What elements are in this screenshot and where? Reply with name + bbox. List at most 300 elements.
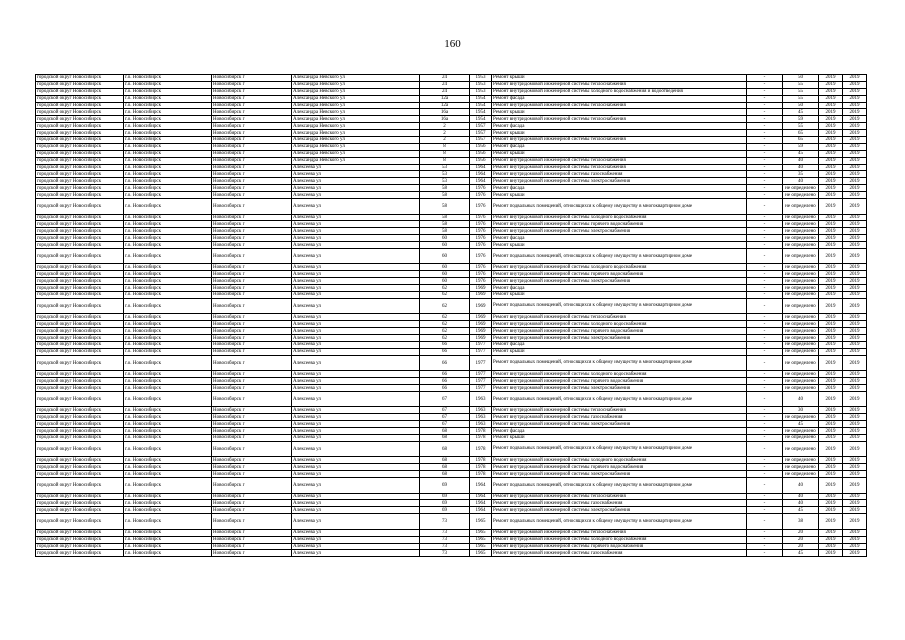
year-built-cell: 1963 bbox=[470, 421, 492, 428]
dash-cell: - bbox=[747, 428, 783, 435]
dash-cell: - bbox=[747, 150, 783, 157]
table-row bbox=[36, 235, 867, 242]
value-cell: не определено bbox=[783, 435, 819, 442]
year-end-cell: 2019 bbox=[843, 342, 867, 349]
city-cell: Новосибирск г bbox=[212, 157, 292, 164]
street-cell: Алексеева ул bbox=[292, 214, 420, 221]
municipality-cell: городской округ Новосибирск bbox=[36, 192, 124, 199]
work-type-cell: Ремонт внутридомовой инженерной системы электроснабжения bbox=[492, 228, 747, 235]
value-cell: не определено bbox=[783, 441, 819, 457]
work-type-cell: Ремонт внутридомовой инженерной системы теплоснабжения bbox=[492, 314, 747, 321]
municipality-cell: городской округ Новосибирск bbox=[36, 130, 124, 137]
city-cell: Новосибирск г bbox=[212, 421, 292, 428]
year-end-cell: 2019 bbox=[843, 214, 867, 221]
table-row bbox=[36, 407, 867, 414]
value-cell: не определено bbox=[783, 298, 819, 314]
value-cell: 40 bbox=[783, 164, 819, 171]
year-built-cell: 1976 bbox=[470, 214, 492, 221]
year-end-cell: 2019 bbox=[843, 171, 867, 178]
year-start-cell: 2019 bbox=[819, 428, 843, 435]
district-cell: г.о. Новосибирск bbox=[124, 421, 212, 428]
year-start-cell: 2019 bbox=[819, 328, 843, 335]
year-start-cell: 2019 bbox=[819, 150, 843, 157]
year-end-cell: 2019 bbox=[843, 221, 867, 228]
city-cell: Новосибирск г bbox=[212, 221, 292, 228]
dash-cell: - bbox=[747, 164, 783, 171]
district-cell: г.о. Новосибирск bbox=[124, 199, 212, 215]
work-type-cell: Ремонт подвальных помещений, относящихся к общему имуществу в многоквартирном доме bbox=[492, 391, 747, 407]
district-cell: г.о. Новосибирск bbox=[124, 471, 212, 478]
capital-repair-table bbox=[35, 74, 867, 557]
work-type-cell: Ремонт крыши bbox=[492, 292, 747, 299]
dash-cell: - bbox=[747, 199, 783, 215]
table-row bbox=[36, 514, 867, 530]
city-cell: Новосибирск г bbox=[212, 242, 292, 249]
year-end-cell: 2019 bbox=[843, 543, 867, 550]
street-cell: Александра Невского ул bbox=[292, 123, 420, 130]
dash-cell: - bbox=[747, 221, 783, 228]
district-cell: г.о. Новосибирск bbox=[124, 278, 212, 285]
year-end-cell: 2019 bbox=[843, 192, 867, 199]
district-cell: г.о. Новосибирск bbox=[124, 348, 212, 355]
municipality-cell: городской округ Новосибирск bbox=[36, 228, 124, 235]
house-number-cell: 66 bbox=[420, 371, 470, 378]
municipality-cell: городской округ Новосибирск bbox=[36, 414, 124, 421]
table-row bbox=[36, 471, 867, 478]
district-cell: г.о. Новосибирск bbox=[124, 164, 212, 171]
municipality-cell: городской округ Новосибирск bbox=[36, 478, 124, 494]
year-end-cell: 2019 bbox=[843, 355, 867, 371]
table-row bbox=[36, 550, 867, 557]
street-cell: Алексеева ул bbox=[292, 248, 420, 264]
year-built-cell: 1978 bbox=[470, 435, 492, 442]
year-start-cell: 2019 bbox=[819, 228, 843, 235]
street-cell: Алексеева ул bbox=[292, 298, 420, 314]
value-cell: 45 bbox=[783, 507, 819, 514]
year-built-cell: 1977 bbox=[470, 355, 492, 371]
table-row bbox=[36, 507, 867, 514]
city-cell: Новосибирск г bbox=[212, 143, 292, 150]
year-built-cell: 1976 bbox=[470, 235, 492, 242]
year-built-cell: 1969 bbox=[470, 292, 492, 299]
table-row bbox=[36, 421, 867, 428]
year-built-cell: 1954 bbox=[470, 116, 492, 123]
value-cell: 59 bbox=[783, 116, 819, 123]
table-row bbox=[36, 342, 867, 349]
city-cell: Новосибирск г bbox=[212, 507, 292, 514]
district-cell: г.о. Новосибирск bbox=[124, 414, 212, 421]
year-end-cell: 2019 bbox=[843, 385, 867, 392]
year-end-cell: 2019 bbox=[843, 137, 867, 144]
year-built-cell: 1978 bbox=[470, 464, 492, 471]
district-cell: г.о. Новосибирск bbox=[124, 123, 212, 130]
dash-cell: - bbox=[747, 292, 783, 299]
work-type-cell: Ремонт внутридомовой инженерной системы холодного водоснабжения bbox=[492, 536, 747, 543]
city-cell: Новосибирск г bbox=[212, 199, 292, 215]
year-end-cell: 2019 bbox=[843, 536, 867, 543]
year-end-cell: 2019 bbox=[843, 457, 867, 464]
table-row bbox=[36, 221, 867, 228]
house-number-cell: 53 bbox=[420, 171, 470, 178]
city-cell: Новосибирск г bbox=[212, 228, 292, 235]
year-start-cell: 2019 bbox=[819, 321, 843, 328]
municipality-cell: городской округ Новосибирск bbox=[36, 278, 124, 285]
value-cell: 40 bbox=[783, 391, 819, 407]
dash-cell: - bbox=[747, 471, 783, 478]
year-start-cell: 2019 bbox=[819, 235, 843, 242]
dash-cell: - bbox=[747, 493, 783, 500]
work-type-cell: Ремонт внутридомовой инженерной системы холодного водоснабжения bbox=[492, 214, 747, 221]
house-number-cell: 60 bbox=[420, 271, 470, 278]
year-end-cell: 2019 bbox=[843, 500, 867, 507]
table-row bbox=[36, 242, 867, 249]
dash-cell: - bbox=[747, 550, 783, 557]
value-cell: не определено bbox=[783, 192, 819, 199]
house-number-cell: 69 bbox=[420, 500, 470, 507]
municipality-cell: городской округ Новосибирск bbox=[36, 102, 124, 109]
house-number-cell: 60 bbox=[420, 278, 470, 285]
district-cell: г.о. Новосибирск bbox=[124, 221, 212, 228]
dash-cell: - bbox=[747, 478, 783, 494]
municipality-cell: городской округ Новосибирск bbox=[36, 137, 124, 144]
year-built-cell: 1976 bbox=[470, 192, 492, 199]
municipality-cell: городской округ Новосибирск bbox=[36, 123, 124, 130]
municipality-cell: городской округ Новосибирск bbox=[36, 95, 124, 102]
district-cell: г.о. Новосибирск bbox=[124, 285, 212, 292]
municipality-cell: городской округ Новосибирск bbox=[36, 536, 124, 543]
year-start-cell: 2019 bbox=[819, 414, 843, 421]
year-end-cell: 2019 bbox=[843, 428, 867, 435]
municipality-cell: городской округ Новосибирск bbox=[36, 464, 124, 471]
dash-cell: - bbox=[747, 235, 783, 242]
street-cell: Александра Невского ул bbox=[292, 143, 420, 150]
city-cell: Новосибирск г bbox=[212, 514, 292, 530]
value-cell: 20 bbox=[783, 529, 819, 536]
value-cell: 45 bbox=[783, 421, 819, 428]
house-number-cell: 67 bbox=[420, 421, 470, 428]
district-cell: г.о. Новосибирск bbox=[124, 441, 212, 457]
house-number-cell: 67 bbox=[420, 391, 470, 407]
value-cell: не определено bbox=[783, 214, 819, 221]
work-type-cell: Ремонт внутридомовой инженерной системы теплоснабжения bbox=[492, 407, 747, 414]
year-start-cell: 2019 bbox=[819, 248, 843, 264]
work-type-cell: Ремонт внутридомовой инженерной системы электроснабжения bbox=[492, 421, 747, 428]
district-cell: г.о. Новосибирск bbox=[124, 428, 212, 435]
table-row bbox=[36, 385, 867, 392]
house-number-cell: 62 bbox=[420, 292, 470, 299]
district-cell: г.о. Новосибирск bbox=[124, 143, 212, 150]
house-number-cell: 58 bbox=[420, 192, 470, 199]
value-cell: не определено bbox=[783, 335, 819, 342]
dash-cell: - bbox=[747, 178, 783, 185]
dash-cell: - bbox=[747, 88, 783, 95]
year-start-cell: 2019 bbox=[819, 342, 843, 349]
year-end-cell: 2019 bbox=[843, 150, 867, 157]
work-type-cell: Ремонт фасада bbox=[492, 235, 747, 242]
municipality-cell: городской округ Новосибирск bbox=[36, 335, 124, 342]
street-cell: Алексеева ул bbox=[292, 385, 420, 392]
district-cell: г.о. Новосибирск bbox=[124, 298, 212, 314]
district-cell: г.о. Новосибирск bbox=[124, 378, 212, 385]
year-built-cell: 1953 bbox=[470, 81, 492, 88]
dash-cell: - bbox=[747, 348, 783, 355]
year-built-cell: 1964 bbox=[470, 178, 492, 185]
city-cell: Новосибирск г bbox=[212, 355, 292, 371]
dash-cell: - bbox=[747, 355, 783, 371]
year-end-cell: 2019 bbox=[843, 514, 867, 530]
year-start-cell: 2019 bbox=[819, 335, 843, 342]
year-built-cell: 1977 bbox=[470, 378, 492, 385]
year-end-cell: 2019 bbox=[843, 471, 867, 478]
work-type-cell: Ремонт крыши bbox=[492, 75, 747, 82]
year-end-cell: 2019 bbox=[843, 314, 867, 321]
street-cell: Алексеева ул bbox=[292, 464, 420, 471]
municipality-cell: городской округ Новосибирск bbox=[36, 507, 124, 514]
dash-cell: - bbox=[747, 414, 783, 421]
municipality-cell: городской округ Новосибирск bbox=[36, 428, 124, 435]
value-cell: не определено bbox=[783, 221, 819, 228]
year-built-cell: 1976 bbox=[470, 278, 492, 285]
district-cell: г.о. Новосибирск bbox=[124, 228, 212, 235]
municipality-cell: городской округ Новосибирск bbox=[36, 435, 124, 442]
street-cell: Алексеева ул bbox=[292, 507, 420, 514]
district-cell: г.о. Новосибирск bbox=[124, 137, 212, 144]
year-built-cell: 1965 bbox=[470, 543, 492, 550]
value-cell: не определено bbox=[783, 355, 819, 371]
year-start-cell: 2019 bbox=[819, 75, 843, 82]
municipality-cell: городской округ Новосибирск bbox=[36, 391, 124, 407]
house-number-cell: 62 bbox=[420, 314, 470, 321]
year-start-cell: 2019 bbox=[819, 199, 843, 215]
year-end-cell: 2019 bbox=[843, 493, 867, 500]
work-type-cell: Ремонт внутридомовой инженерной системы газоснабжения bbox=[492, 171, 747, 178]
dash-cell: - bbox=[747, 264, 783, 271]
city-cell: Новосибирск г bbox=[212, 321, 292, 328]
street-cell: Алексеева ул bbox=[292, 221, 420, 228]
table-row bbox=[36, 192, 867, 199]
year-start-cell: 2019 bbox=[819, 457, 843, 464]
dash-cell: - bbox=[747, 435, 783, 442]
table-row bbox=[36, 391, 867, 407]
house-number-cell: 62 bbox=[420, 285, 470, 292]
municipality-cell: городской округ Новосибирск bbox=[36, 321, 124, 328]
work-type-cell: Ремонт внутридомовой инженерной системы холодного водоснабжения и водоотведения bbox=[492, 88, 747, 95]
dash-cell: - bbox=[747, 75, 783, 82]
value-cell: 50 bbox=[783, 102, 819, 109]
municipality-cell: городской округ Новосибирск bbox=[36, 264, 124, 271]
work-type-cell: Ремонт внутридомовой инженерной системы горячего водоснабжения bbox=[492, 221, 747, 228]
city-cell: Новосибирск г bbox=[212, 298, 292, 314]
municipality-cell: городской округ Новосибирск bbox=[36, 342, 124, 349]
district-cell: г.о. Новосибирск bbox=[124, 242, 212, 249]
table-row bbox=[36, 95, 867, 102]
year-built-cell: 1956 bbox=[470, 143, 492, 150]
street-cell: Алексеева ул bbox=[292, 414, 420, 421]
street-cell: Алексеева ул bbox=[292, 199, 420, 215]
work-type-cell: Ремонт внутридомовой инженерной системы электроснабжения bbox=[492, 507, 747, 514]
table-row bbox=[36, 178, 867, 185]
year-start-cell: 2019 bbox=[819, 192, 843, 199]
district-cell: г.о. Новосибирск bbox=[124, 335, 212, 342]
dash-cell: - bbox=[747, 95, 783, 102]
table-row bbox=[36, 199, 867, 215]
municipality-cell: городской округ Новосибирск bbox=[36, 493, 124, 500]
work-type-cell: Ремонт внутридомовой инженерной системы холодного водоснабжения bbox=[492, 371, 747, 378]
year-end-cell: 2019 bbox=[843, 81, 867, 88]
city-cell: Новосибирск г bbox=[212, 164, 292, 171]
year-start-cell: 2019 bbox=[819, 514, 843, 530]
district-cell: г.о. Новосибирск bbox=[124, 109, 212, 116]
district-cell: г.о. Новосибирск bbox=[124, 514, 212, 530]
dash-cell: - bbox=[747, 143, 783, 150]
value-cell: не определено bbox=[783, 471, 819, 478]
table-row bbox=[36, 123, 867, 130]
year-end-cell: 2019 bbox=[843, 478, 867, 494]
year-built-cell: 1956 bbox=[470, 150, 492, 157]
street-cell: Алексеева ул bbox=[292, 171, 420, 178]
work-type-cell: Ремонт внутридомовой инженерной системы теплоснабжения bbox=[492, 493, 747, 500]
work-type-cell: Ремонт внутридомовой инженерной системы горячего водоснабжения bbox=[492, 543, 747, 550]
house-number-cell: 2 bbox=[420, 123, 470, 130]
year-end-cell: 2019 bbox=[843, 421, 867, 428]
work-type-cell: Ремонт внутридомовой инженерной системы холодного водоснабжения bbox=[492, 321, 747, 328]
value-cell: 40 bbox=[783, 178, 819, 185]
year-end-cell: 2019 bbox=[843, 464, 867, 471]
work-type-cell: Ремонт подвальных помещений, относящихся к общему имуществу в многоквартирном доме bbox=[492, 478, 747, 494]
year-start-cell: 2019 bbox=[819, 178, 843, 185]
city-cell: Новосибирск г bbox=[212, 75, 292, 82]
municipality-cell: городской округ Новосибирск bbox=[36, 550, 124, 557]
street-cell: Алексеева ул bbox=[292, 342, 420, 349]
municipality-cell: городской округ Новосибирск bbox=[36, 471, 124, 478]
value-cell: не определено bbox=[783, 371, 819, 378]
dash-cell: - bbox=[747, 116, 783, 123]
city-cell: Новосибирск г bbox=[212, 109, 292, 116]
city-cell: Новосибирск г bbox=[212, 278, 292, 285]
table-row bbox=[36, 137, 867, 144]
city-cell: Новосибирск г bbox=[212, 88, 292, 95]
year-end-cell: 2019 bbox=[843, 285, 867, 292]
year-start-cell: 2019 bbox=[819, 95, 843, 102]
year-start-cell: 2019 bbox=[819, 314, 843, 321]
city-cell: Новосибирск г bbox=[212, 529, 292, 536]
value-cell: не определено bbox=[783, 185, 819, 192]
table-row bbox=[36, 264, 867, 271]
value-cell: 35 bbox=[783, 171, 819, 178]
year-end-cell: 2019 bbox=[843, 529, 867, 536]
house-number-cell: 2 bbox=[420, 130, 470, 137]
value-cell: 20 bbox=[783, 543, 819, 550]
year-start-cell: 2019 bbox=[819, 130, 843, 137]
district-cell: г.о. Новосибирск bbox=[124, 342, 212, 349]
year-built-cell: 1969 bbox=[470, 328, 492, 335]
dash-cell: - bbox=[747, 507, 783, 514]
house-number-cell: 67 bbox=[420, 414, 470, 421]
value-cell: 55 bbox=[783, 123, 819, 130]
district-cell: г.о. Новосибирск bbox=[124, 435, 212, 442]
year-built-cell: 1964 bbox=[470, 507, 492, 514]
value-cell: не определено bbox=[783, 385, 819, 392]
city-cell: Новосибирск г bbox=[212, 314, 292, 321]
city-cell: Новосибирск г bbox=[212, 435, 292, 442]
work-type-cell: Ремонт внутридомовой инженерной системы электроснабжения bbox=[492, 471, 747, 478]
year-built-cell: 1977 bbox=[470, 385, 492, 392]
work-type-cell: Ремонт внутридомовой инженерной системы холодного водоснабжения bbox=[492, 264, 747, 271]
city-cell: Новосибирск г bbox=[212, 292, 292, 299]
work-type-cell: Ремонт подвальных помещений, относящихся к общему имуществу в многоквартирном доме bbox=[492, 199, 747, 215]
city-cell: Новосибирск г bbox=[212, 407, 292, 414]
district-cell: г.о. Новосибирск bbox=[124, 292, 212, 299]
city-cell: Новосибирск г bbox=[212, 116, 292, 123]
municipality-cell: городской округ Новосибирск bbox=[36, 88, 124, 95]
year-start-cell: 2019 bbox=[819, 102, 843, 109]
house-number-cell: 66 bbox=[420, 385, 470, 392]
dash-cell: - bbox=[747, 123, 783, 130]
city-cell: Новосибирск г bbox=[212, 178, 292, 185]
year-start-cell: 2019 bbox=[819, 464, 843, 471]
street-cell: Алексеева ул bbox=[292, 178, 420, 185]
city-cell: Новосибирск г bbox=[212, 123, 292, 130]
street-cell: Алексеева ул bbox=[292, 441, 420, 457]
street-cell: Александра Невского ул bbox=[292, 88, 420, 95]
street-cell: Алексеева ул bbox=[292, 428, 420, 435]
work-type-cell: Ремонт внутридомовой инженерной системы горячего водоснабжения bbox=[492, 271, 747, 278]
dash-cell: - bbox=[747, 514, 783, 530]
year-end-cell: 2019 bbox=[843, 391, 867, 407]
year-start-cell: 2019 bbox=[819, 292, 843, 299]
municipality-cell: городской округ Новосибирск bbox=[36, 385, 124, 392]
table-row bbox=[36, 292, 867, 299]
city-cell: Новосибирск г bbox=[212, 285, 292, 292]
street-cell: Александра Невского ул bbox=[292, 95, 420, 102]
year-built-cell: 1963 bbox=[470, 407, 492, 414]
city-cell: Новосибирск г bbox=[212, 235, 292, 242]
value-cell: не определено bbox=[783, 285, 819, 292]
year-built-cell: 1957 bbox=[470, 137, 492, 144]
work-type-cell: Ремонт внутридомовой инженерной системы газоснабжения bbox=[492, 414, 747, 421]
street-cell: Александра Невского ул bbox=[292, 157, 420, 164]
value-cell: 59 bbox=[783, 143, 819, 150]
table-row bbox=[36, 143, 867, 150]
street-cell: Алексеева ул bbox=[292, 435, 420, 442]
table-row bbox=[36, 75, 867, 82]
value-cell: 40 bbox=[783, 493, 819, 500]
district-cell: г.о. Новосибирск bbox=[124, 457, 212, 464]
year-start-cell: 2019 bbox=[819, 478, 843, 494]
house-number-cell: 68 bbox=[420, 457, 470, 464]
street-cell: Алексеева ул bbox=[292, 500, 420, 507]
year-start-cell: 2019 bbox=[819, 157, 843, 164]
work-type-cell: Ремонт внутридомовой инженерной системы электроснабжения bbox=[492, 385, 747, 392]
dash-cell: - bbox=[747, 102, 783, 109]
municipality-cell: городской округ Новосибирск bbox=[36, 81, 124, 88]
municipality-cell: городской округ Новосибирск bbox=[36, 109, 124, 116]
city-cell: Новосибирск г bbox=[212, 550, 292, 557]
municipality-cell: городской округ Новосибирск bbox=[36, 378, 124, 385]
year-built-cell: 1954 bbox=[470, 95, 492, 102]
value-cell: не определено bbox=[783, 321, 819, 328]
year-built-cell: 1969 bbox=[470, 335, 492, 342]
city-cell: Новосибирск г bbox=[212, 428, 292, 435]
value-cell: не определено bbox=[783, 228, 819, 235]
year-built-cell: 1976 bbox=[470, 228, 492, 235]
value-cell: 65 bbox=[783, 130, 819, 137]
municipality-cell: городской округ Новосибирск bbox=[36, 355, 124, 371]
house-number-cell: 16а bbox=[420, 116, 470, 123]
value-cell: 40 bbox=[783, 500, 819, 507]
year-built-cell: 1978 bbox=[470, 441, 492, 457]
district-cell: г.о. Новосибирск bbox=[124, 478, 212, 494]
